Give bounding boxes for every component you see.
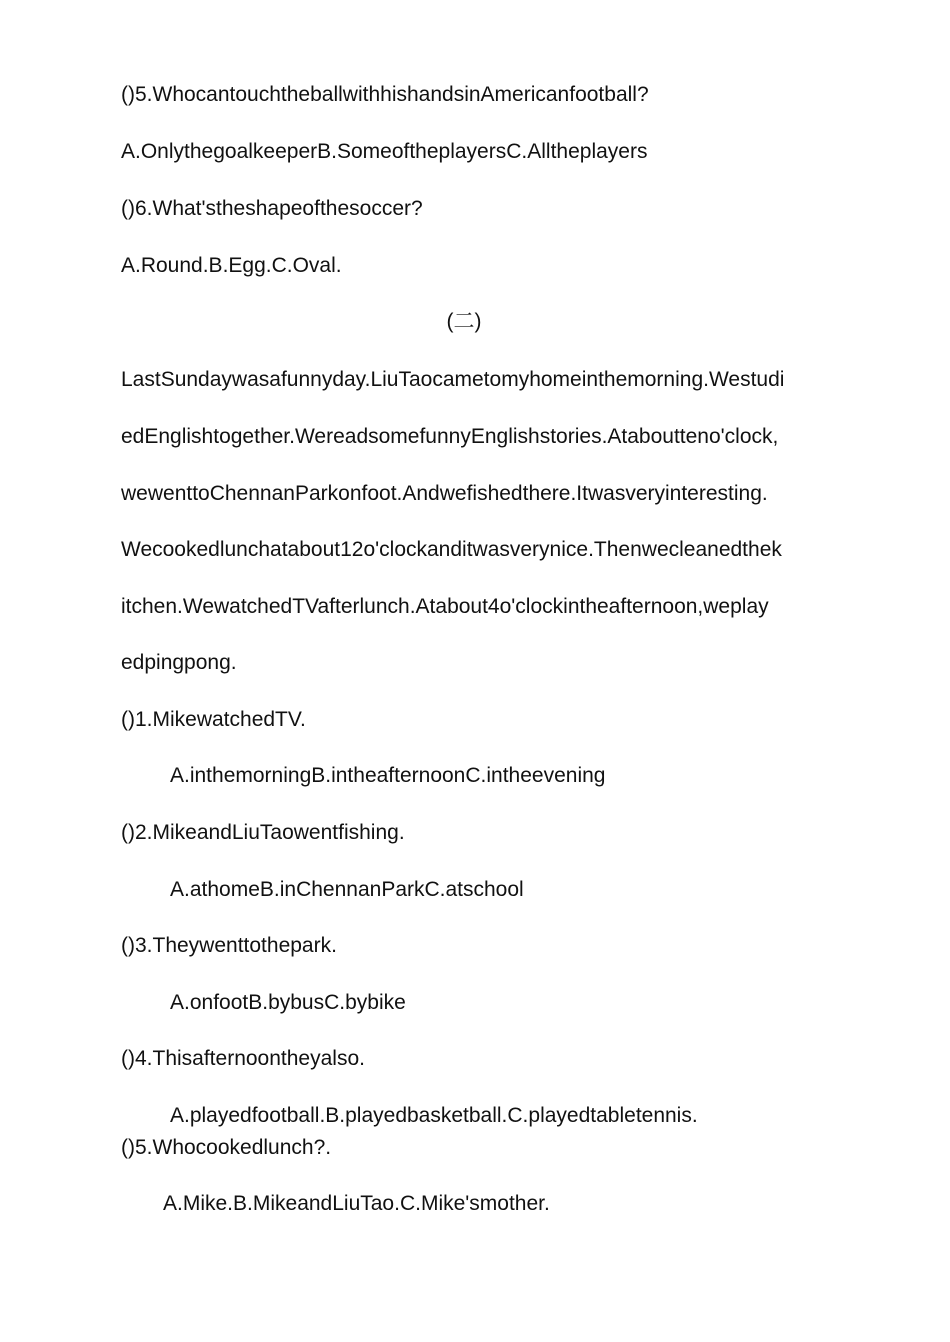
passage-line: itchen.WewatchedTVafterlunch.Atabout4o'clockintheafternoon,weplay: [121, 595, 769, 618]
options-5: A.Mike.B.MikeandLiuTao.C.Mike'smother.: [163, 1192, 550, 1215]
question-2: ()2.MikeandLiuTaowentfishing.: [121, 821, 405, 844]
options-4: A.playedfootball.B.playedbasketball.C.playedtabletennis.: [170, 1104, 698, 1127]
passage-line: edEnglishtogether.WereadsomefunnyEnglishstories.Ataboutteno'clock,: [121, 425, 779, 448]
question-1: ()1.MikewatchedTV.: [121, 708, 306, 731]
passage-line: LastSundaywasafunnyday.LiuTaocametomyhomeinthemorning.Westudi: [121, 368, 785, 391]
passage-line: wewenttoChennanParkonfoot.Andwefishedthere.Itwasveryinteresting.: [121, 482, 768, 505]
options-3: A.onfootB.bybusC.bybike: [170, 991, 406, 1014]
question-4: ()4.Thisafternoontheyalso.: [121, 1047, 365, 1070]
question-top-5: ()5.WhocantouchtheballwithhishandsinAmericanfootball?: [121, 83, 649, 106]
question-top-6: ()6.What'stheshapeofthesoccer?: [121, 197, 423, 220]
passage-line: edpingpong.: [121, 651, 237, 674]
passage-line: Wecookedlunchatabout12o'clockanditwasverynice.Thenwecleanedthek: [121, 538, 782, 561]
options-top-6: A.Round.B.Egg.C.Oval.: [121, 254, 342, 277]
question-5: ()5.Whocookedlunch?.: [121, 1136, 332, 1159]
options-top-5: A.OnlythegoalkeeperB.SomeoftheplayersC.Alltheplayers: [121, 140, 648, 163]
options-1: A.inthemorningB.intheafternoonC.intheevening: [170, 764, 606, 787]
section-heading: (二): [446, 310, 482, 333]
options-2: A.athomeB.inChennanParkC.atschool: [170, 878, 524, 901]
question-3: ()3.Theywenttothepark.: [121, 934, 337, 957]
